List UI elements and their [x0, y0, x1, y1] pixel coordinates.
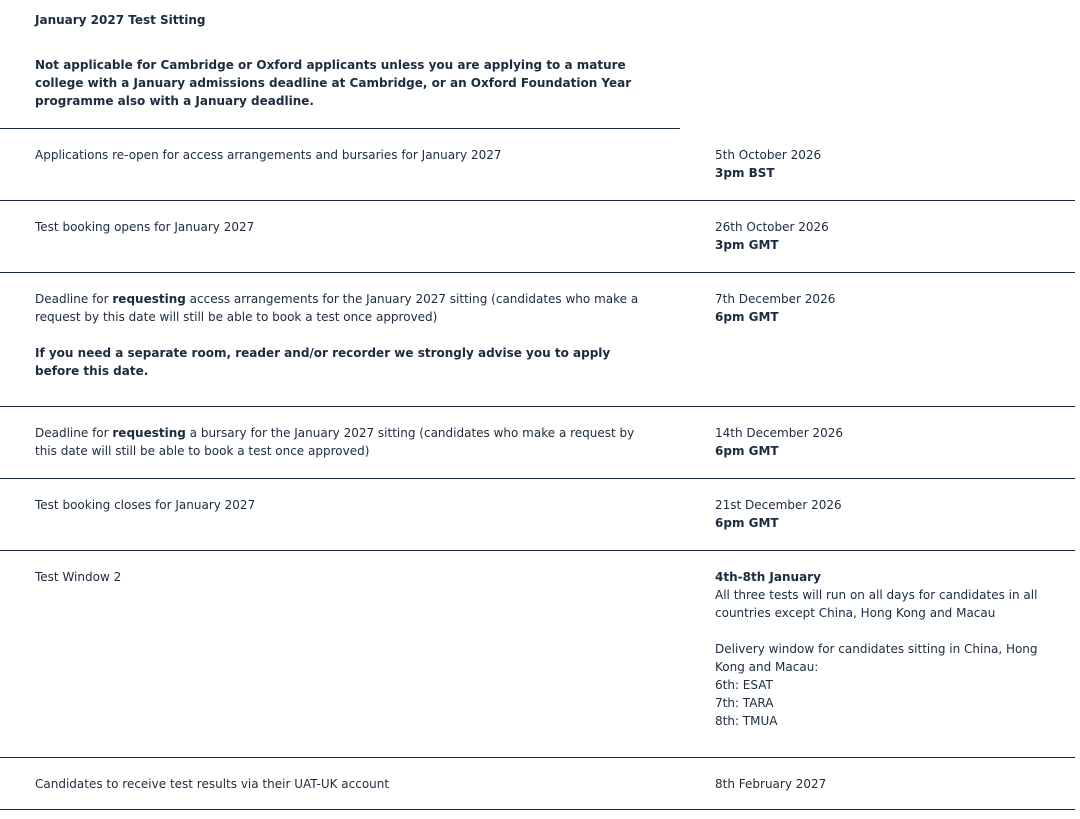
event-date: 8th February 2027: [715, 777, 827, 791]
event-text-suffix: a bursary for the January 2027 sitting (candidates who make a request by this date will still be able to book a test once approved): [35, 426, 635, 458]
event-date: 26th October 2026: [715, 220, 829, 234]
table-row: [0, 479, 1075, 551]
event-text: Applications re-open for access arrangements and bursaries for January 2027: [35, 148, 502, 162]
date-cell: [715, 290, 1050, 326]
event-cell: [35, 290, 655, 380]
event-text-prefix: Deadline for: [35, 292, 113, 306]
event-time: 3pm GMT: [715, 238, 779, 252]
date-cell: [715, 146, 1050, 182]
separate-room-advice: If you need a separate room, reader and/or recorder we strongly advise you to apply before this date.: [35, 346, 611, 378]
event-date: 5th October 2026: [715, 148, 822, 162]
event-cell: [35, 424, 655, 460]
table-row: [0, 201, 1075, 273]
table-row: [0, 551, 1075, 758]
event-text-prefix: Deadline for: [35, 426, 113, 440]
event-text: [35, 290, 655, 326]
table-row: [0, 273, 1075, 407]
event-date: 7th December 2026: [715, 292, 836, 306]
event-time: 3pm BST: [715, 166, 775, 180]
table-row: [0, 407, 1075, 479]
section-header: [0, 0, 680, 129]
table-row: [0, 758, 1075, 810]
event-text-emphasis: requesting: [112, 426, 186, 440]
event-cell: [35, 218, 655, 236]
test-window-dates: 4th-8th January: [715, 570, 821, 584]
event-time: 6pm GMT: [715, 444, 779, 458]
event-date: 14th December 2026: [715, 426, 843, 440]
delivery-day-esat: 6th: ESAT: [715, 678, 773, 692]
event-date: 21st December 2026: [715, 498, 842, 512]
date-cell: [715, 568, 1050, 730]
event-cell: [35, 568, 655, 586]
test-window-note: All three tests will run on all days for candidates in all countries except China, Hong Kong and Macau: [715, 588, 1038, 620]
event-cell: [35, 146, 655, 164]
section-title: January 2027 Test Sitting: [35, 13, 206, 27]
event-text: [35, 424, 655, 460]
event-text: Test booking closes for January 2027: [35, 498, 256, 512]
event-text: Test Window 2: [35, 570, 122, 584]
date-cell: [715, 424, 1050, 460]
date-cell: [715, 218, 1050, 254]
event-cell: [35, 496, 655, 514]
eligibility-notice: Not applicable for Cambridge or Oxford applicants unless you are applying to a mature college with a January admissions deadline at Cambridge, or an Oxford Foundation Year programme also with a January deadline.: [35, 58, 632, 108]
date-cell: [715, 775, 1050, 793]
delivery-day-tara: 7th: TARA: [715, 696, 774, 710]
event-text-suffix: access arrangements for the January 2027 sitting (candidates who make a request by this date will still be able to book a test once approved): [35, 292, 639, 324]
date-cell: [715, 496, 1050, 532]
table-row: [0, 129, 1075, 201]
delivery-window-intro: Delivery window for candidates sitting in China, Hong Kong and Macau:: [715, 642, 1038, 674]
event-time: 6pm GMT: [715, 516, 779, 530]
event-text: Candidates to receive test results via their UAT-UK account: [35, 777, 390, 791]
event-cell: [35, 775, 655, 793]
event-time: 6pm GMT: [715, 310, 779, 324]
event-text-emphasis: requesting: [112, 292, 186, 306]
delivery-day-tmua: 8th: TMUA: [715, 714, 778, 728]
event-text: Test booking opens for January 2027: [35, 220, 255, 234]
